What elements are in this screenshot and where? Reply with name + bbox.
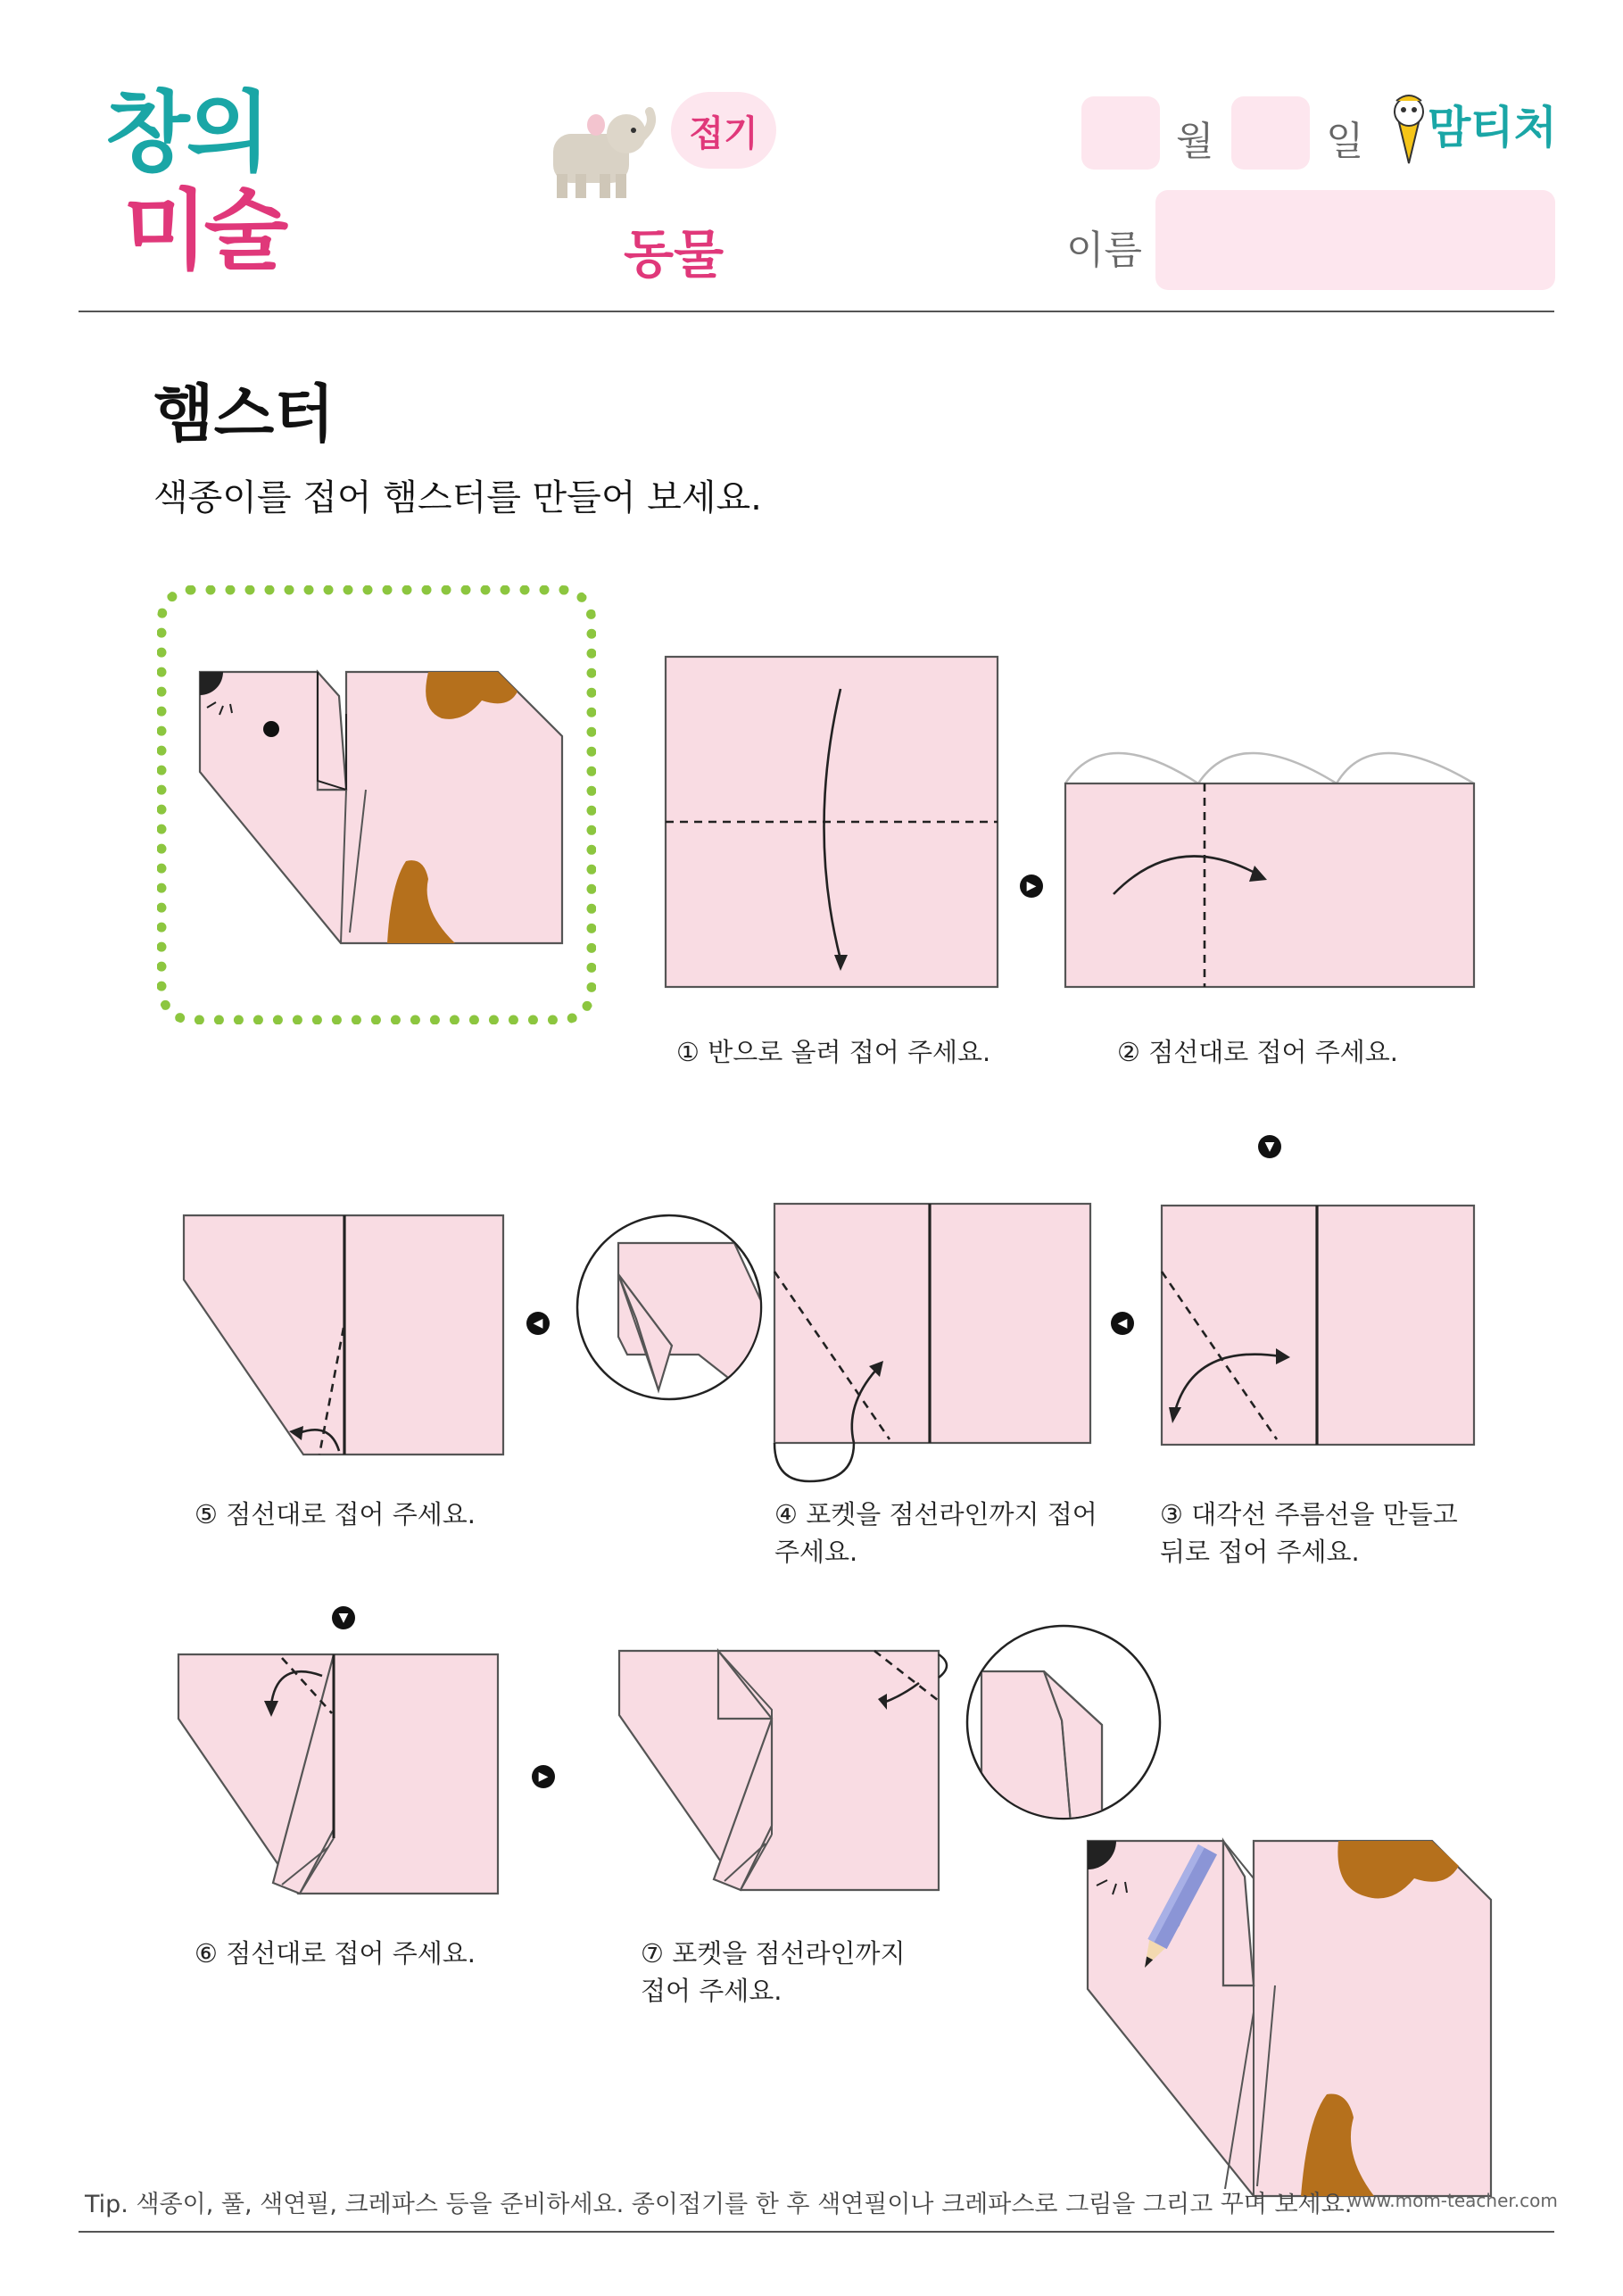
step4-label: ④ 포켓을 점선라인까지 접어 주세요.	[774, 1499, 1097, 1568]
step5-label: ⑤ 점선대로 접어 주세요.	[195, 1499, 476, 1529]
name-label: 이름	[1066, 228, 1143, 273]
logo-line1: 창의	[105, 82, 268, 184]
step5-diagram	[178, 1212, 507, 1458]
header-divider	[79, 311, 1554, 312]
month-label: 월	[1176, 119, 1214, 164]
category-title: 동물	[623, 224, 725, 285]
footer-divider	[79, 2231, 1554, 2233]
step6-label: ⑥ 점선대로 접어 주세요.	[195, 1938, 476, 1969]
page-subtitle: 색종이를 접어 햄스터를 만들어 보세요.	[153, 477, 762, 518]
zoom-detail-circle-2	[964, 1622, 1164, 1823]
next-arrow-icon-2: ▶	[532, 1765, 555, 1788]
name-field[interactable]	[1155, 190, 1555, 290]
footer-url[interactable]: www.mom-teacher.com	[1347, 2190, 1558, 2211]
step6-diagram	[175, 1651, 501, 1897]
step1-diagram	[660, 651, 1004, 991]
month-field[interactable]	[1081, 96, 1160, 170]
step2-diagram	[1060, 741, 1479, 991]
down-arrow-icon: ▼	[1258, 1135, 1281, 1158]
elephant-icon	[544, 107, 660, 201]
logo-line2: 미술	[123, 180, 286, 282]
step1-label: ① 반으로 올려 접어 주세요.	[676, 1037, 991, 1067]
category-badge-text: 접기	[689, 113, 758, 154]
zoom-detail-circle	[574, 1212, 766, 1404]
brand-logo: 맘티처	[1428, 102, 1557, 153]
step2-label: ② 점선대로 접어 주세요.	[1117, 1037, 1398, 1067]
header	[0, 0, 1623, 312]
finished-hamster	[187, 656, 571, 955]
next-arrow-icon: ▶	[1020, 874, 1043, 898]
step7-diagram	[616, 1647, 955, 1899]
final-hamster	[1066, 1834, 1499, 2209]
day-label: 일	[1326, 119, 1364, 164]
step7-label: ⑦ 포켓을 점선라인까지 접어 주세요.	[641, 1938, 906, 2007]
prev-arrow-icon-2: ◀	[526, 1312, 550, 1335]
step3-label: ③ 대각선 주름선을 만들고 뒤로 접어 주세요.	[1160, 1499, 1458, 1568]
brand-mascot-icon	[1387, 94, 1430, 165]
footer-tip: Tip. 색종이, 풀, 색연필, 크레파스 등을 준비하세요. 종이접기를 한 후 색연필이나 크레파스로 그림을 그리고 꾸며 보세요.	[85, 2191, 1353, 2218]
step4-diagram	[769, 1200, 1092, 1484]
day-field[interactable]	[1231, 96, 1310, 170]
page-title: 햄스터	[153, 377, 335, 451]
prev-arrow-icon: ◀	[1111, 1312, 1134, 1335]
step3-diagram	[1156, 1200, 1479, 1448]
down-arrow-icon-2: ▼	[332, 1606, 355, 1629]
